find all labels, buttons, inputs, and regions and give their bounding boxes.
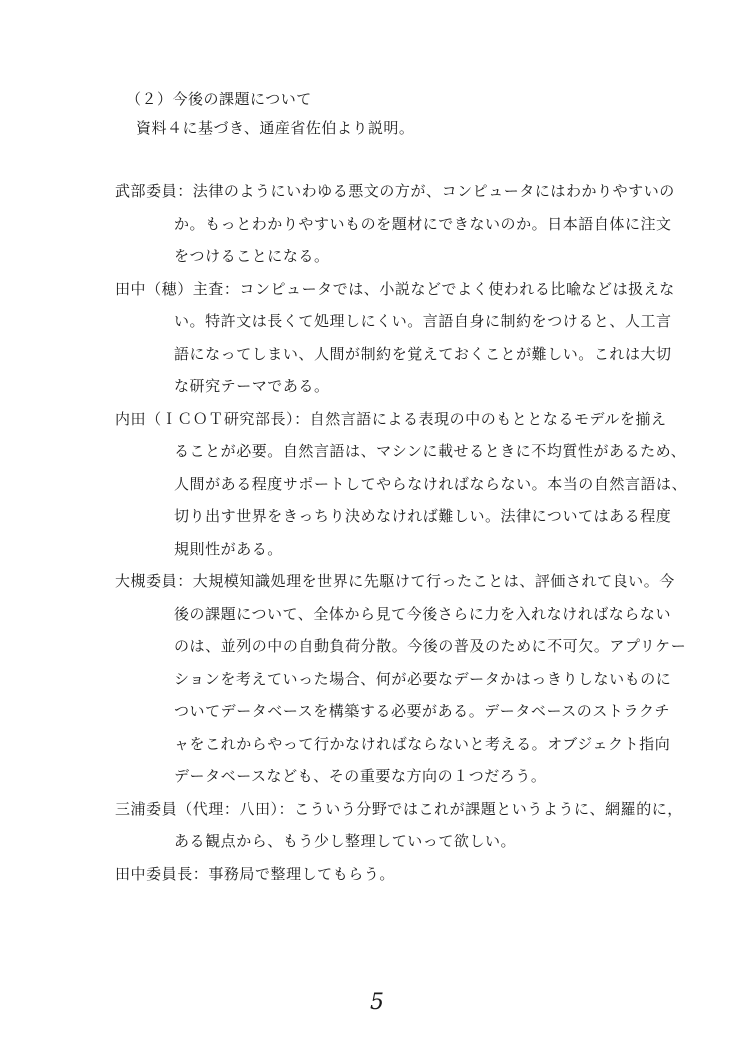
- remark-continuation: 規則性がある。: [174, 539, 283, 558]
- remark-continuation: な研究テーマである。: [174, 377, 330, 395]
- remark-continuation: 後の課題について、全体から見て今後さらに力を入れなければならない: [174, 604, 672, 623]
- speaker-name: 武部委員：: [115, 182, 193, 200]
- remark-first-line: [115, 858, 715, 891]
- section-heading: （２）今後の課題について: [126, 90, 312, 108]
- remark-miura: [115, 793, 715, 858]
- remark-uchida: [115, 403, 715, 566]
- speaker-name: 田中委員長：: [115, 864, 209, 883]
- remark-first-line: [115, 175, 715, 208]
- remark-continuation: ある観点から、もう少し整理していって欲しい。: [174, 832, 517, 850]
- remark-continuation: ることが必要。自然言語は、マシンに載せるときに不均質性があるため、: [174, 442, 687, 460]
- remark-tanaka-ho: [115, 273, 715, 403]
- remark-tanaka-chair: [115, 858, 715, 891]
- remark-continuation: データベースなども、その重要な方向の１つだろう。: [174, 767, 547, 785]
- remark-first-line: [115, 565, 715, 598]
- remark-continuation: 切り出す世界をきっちり決めなければ難しい。法律についてはある程度: [174, 507, 672, 525]
- speaker-name: 三浦委員（代理：八田）：: [115, 799, 295, 818]
- section-intro: 資料４に基づき、通産省佐伯より説明。: [136, 119, 415, 137]
- speaker-name: 内田（ＩＣＯＴ研究部長）：: [115, 409, 310, 428]
- remark-continuation: 語になってしまい、人間が制約を覚えておくことが難しい。これは大切: [174, 344, 672, 363]
- page-number: 5: [370, 990, 384, 1015]
- remark-continuation: ャをこれからやって行かなければならないと考える。オブジェクト指向: [174, 734, 671, 753]
- remarks-list: [115, 175, 715, 890]
- speaker-name: 大槻委員：: [115, 572, 193, 590]
- remark-continuation: 人間がある程度サポートしてやらなければならない。本当の自然言語は、: [174, 474, 688, 493]
- remark-text: こういう分野ではこれが課題というように、網羅的に，: [294, 799, 683, 818]
- remark-continuation: か。もっとわかりやすいものを題材にできないのか。日本語自体に注文: [174, 214, 672, 233]
- remark-continuation: のは、並列の中の自動負荷分散。今後の普及のために不可欠。アプリケー: [174, 637, 687, 655]
- remark-first-line: [115, 793, 715, 826]
- speaker-name: 田中（穂）主査：: [115, 279, 240, 298]
- remark-text: 事務局で整理してもらう。: [208, 864, 395, 883]
- remark-text: 自然言語による表現の中のもととなるモデルを揃え: [309, 409, 667, 428]
- remark-continuation: ついてデータベースを構築する必要がある。データベースのストラクチ: [174, 702, 671, 720]
- remark-takebe: [115, 175, 715, 273]
- remark-continuation: い。特許文は長くて処理しにくい。言語自身に制約をつけると、人工言: [174, 312, 672, 330]
- remark-text: 大規模知識処理を世界に先駆けて行ったことは、評価されて良い。今: [192, 572, 675, 590]
- remark-first-line: [115, 273, 715, 306]
- remark-continuation: をつけることになる。: [174, 247, 330, 265]
- remark-text: 法律のようにいわゆる悪文の方が、コンピュータにはわかりやすいの: [192, 182, 675, 200]
- remark-first-line: [115, 403, 715, 436]
- remark-text: コンピュータでは、小説などでよく使われる比喩などは扱えな: [239, 279, 675, 298]
- remark-otsuki: [115, 565, 715, 793]
- remark-continuation: ションを考えていった場合、何が必要なデータかはっきりしないものに: [174, 669, 672, 688]
